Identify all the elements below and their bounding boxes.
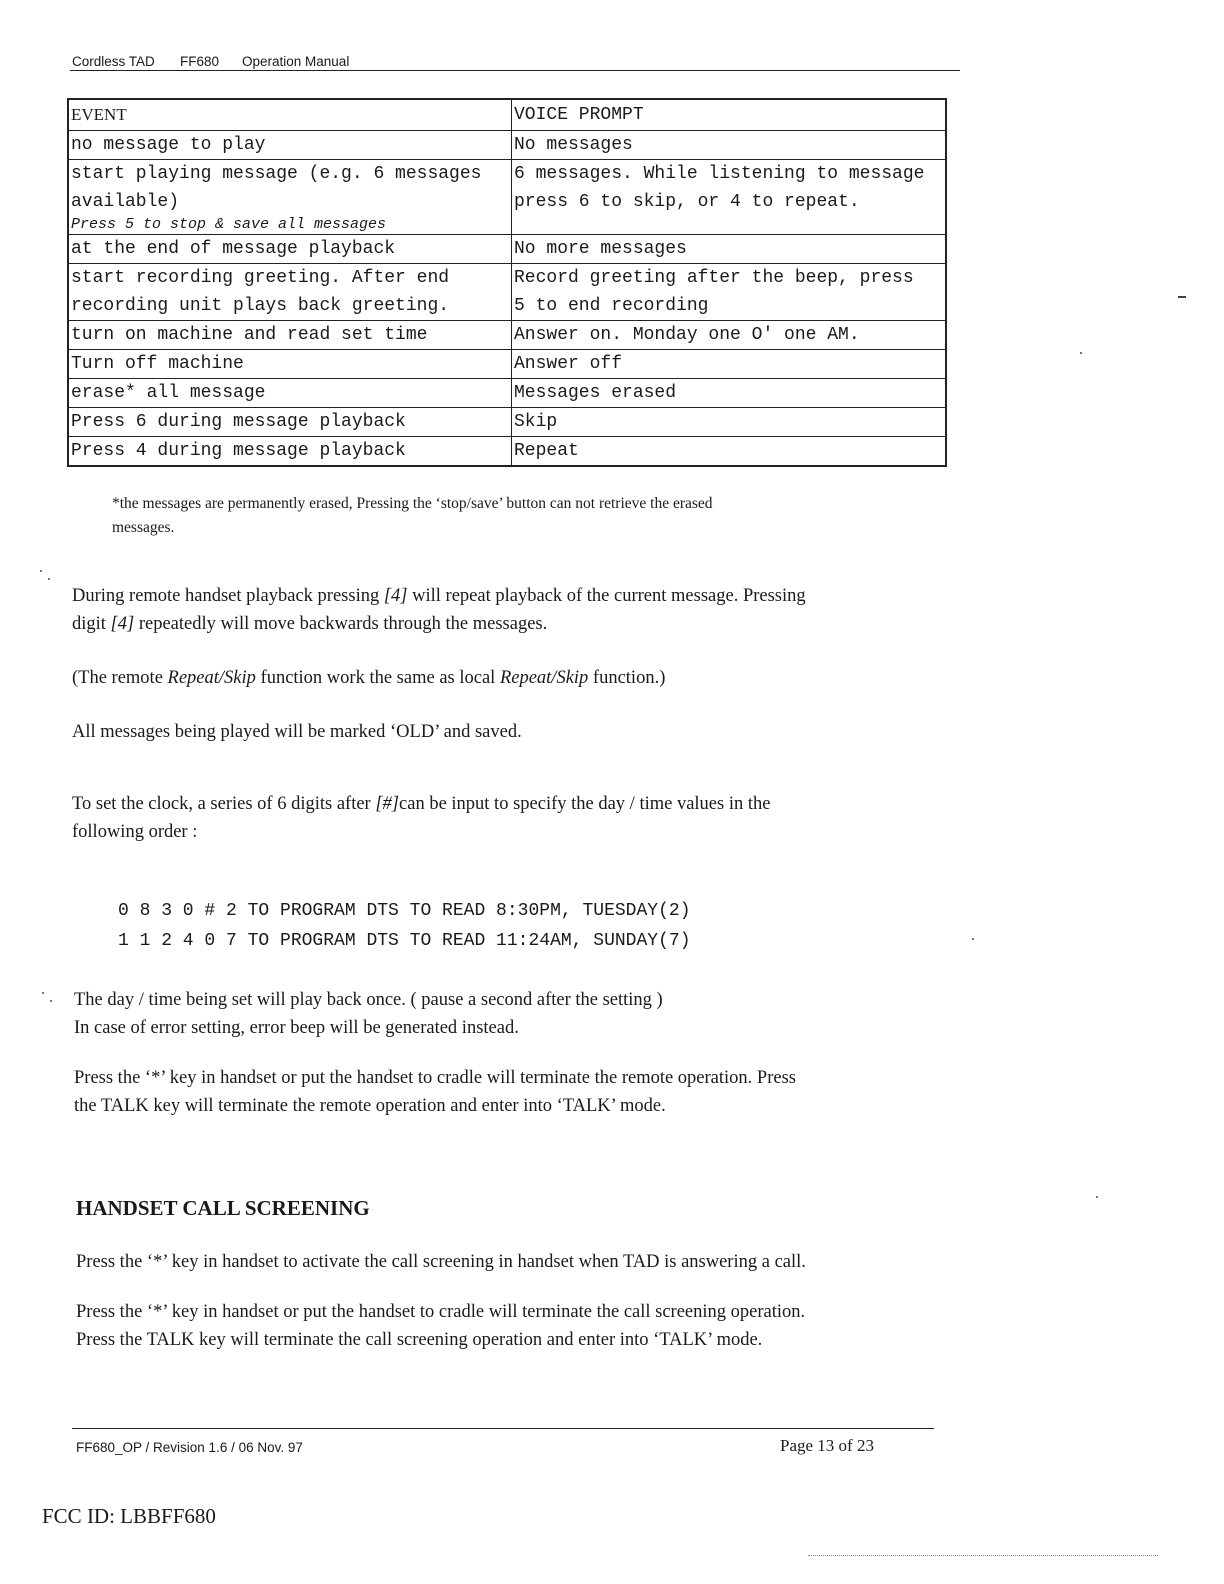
key-label: [4] (383, 586, 408, 606)
table-row (68, 160, 946, 235)
prompt-cell: Repeat (512, 437, 947, 467)
event-cell (68, 264, 512, 321)
event-line: recording unit plays back greeting. (71, 296, 450, 316)
scan-mark (1178, 296, 1186, 298)
prompt-cell: No messages (512, 131, 947, 160)
text-line: Press the ‘*’ key in handset or put the handset to cradle will terminate the remote operation. Press (74, 1068, 796, 1088)
prompt-cell: Answer on. Monday one O' one AM. (512, 321, 947, 350)
header-product: Cordless TAD (72, 54, 155, 69)
event-cell: Press 4 during message playback (68, 437, 512, 467)
function-name: Repeat/Skip (499, 668, 589, 688)
paragraph-playback-once (74, 986, 964, 1042)
scan-speck (50, 1000, 52, 1002)
table-header-row (68, 99, 946, 131)
event-line: available) (71, 192, 180, 212)
event-note: Press 5 to stop & save all messages (71, 216, 387, 233)
table-row (68, 437, 946, 467)
scan-speck (40, 570, 42, 572)
table-row (68, 131, 946, 160)
example-line: 0 8 3 0 # 2 TO PROGRAM DTS TO READ 8:30PM, TUESDAY(2) (118, 901, 691, 921)
prompt-cell: Answer off (512, 350, 947, 379)
clock-examples (118, 896, 691, 956)
function-name: Repeat/Skip (167, 668, 256, 688)
scan-speck (972, 938, 974, 940)
footer-revision: FF680_OP / Revision 1.6 / 06 Nov. 97 (76, 1440, 303, 1455)
event-cell: at the end of message playback (68, 235, 512, 264)
prompt-line: 5 to end recording (514, 296, 709, 316)
text-line (72, 582, 962, 610)
text-run: will repeat playback of the current message. Pressing (407, 586, 806, 606)
footer-divider (72, 1428, 934, 1429)
scan-speck (48, 578, 50, 580)
table-row (68, 235, 946, 264)
paragraph-remote-playback (72, 582, 962, 638)
table-row (68, 321, 946, 350)
event-cell: Turn off machine (68, 350, 512, 379)
prompt-line: Record greeting after the beep, press (514, 268, 914, 288)
prompt-line: press 6 to skip, or 4 to repeat. (514, 192, 860, 212)
header-doc: Operation Manual (242, 54, 350, 69)
example-line: 1 1 2 4 0 7 TO PROGRAM DTS TO READ 11:24AM, SUNDAY(7) (118, 931, 691, 951)
text-line: Press the TALK key will terminate the call screening operation and enter into ‘TALK’ mode. (76, 1330, 763, 1350)
event-cell: turn on machine and read set time (68, 321, 512, 350)
text-line: In case of error setting, error beep will be generated instead. (74, 1018, 519, 1038)
text-run: During remote handset playback pressing (72, 586, 384, 606)
event-line: start playing message (e.g. 6 messages (71, 164, 482, 184)
text-run: repeatedly will move backwards through the messages. (134, 614, 548, 634)
text-run: function.) (588, 668, 666, 688)
header-model: FF680 (180, 54, 220, 69)
footnote-line: messages. (112, 519, 175, 536)
table-footnote (112, 492, 912, 540)
text-line: The day / time being set will play back once. ( pause a second after the setting ) (74, 990, 663, 1010)
paragraph-repeat-skip (72, 664, 962, 692)
text-run: digit (72, 614, 111, 634)
footer-page-number: Page 13 of 23 (780, 1436, 874, 1455)
prompt-cell: No more messages (512, 235, 947, 264)
scan-speck (42, 992, 44, 994)
col-header-event: EVENT (68, 99, 512, 131)
text-line (72, 790, 962, 818)
paragraph-activate-screening: Press the ‘*’ key in handset to activate the call screening in handset when TAD is answering a call. (76, 1252, 806, 1272)
prompt-cell: Messages erased (512, 379, 947, 408)
event-cell: no message to play (68, 131, 512, 160)
paragraph-terminate-remote (74, 1064, 964, 1120)
scan-line (808, 1555, 1158, 1556)
col-header-prompt: VOICE PROMPT (512, 99, 947, 131)
fcc-id: FCC ID: LBBFF680 (42, 1504, 216, 1528)
prompt-cell (512, 264, 947, 321)
text-run: function work the same as local (255, 668, 500, 688)
text-line: Press the ‘*’ key in handset or put the handset to cradle will terminate the call screening operation. (76, 1302, 806, 1322)
event-cell: Press 6 during message playback (68, 408, 512, 437)
text-run: (The remote (72, 668, 168, 688)
paragraph-terminate-screening (76, 1298, 966, 1354)
event-cell (68, 160, 512, 235)
paragraph-set-clock (72, 790, 962, 846)
text-line: the TALK key will terminate the remote operation and enter into ‘TALK’ mode. (74, 1096, 666, 1116)
table-row (68, 379, 946, 408)
paragraph-old-messages: All messages being played will be marked ‘OLD’ and saved. (72, 722, 522, 742)
scan-speck (1096, 1196, 1098, 1198)
key-label: [#] (375, 794, 400, 814)
prompt-cell (512, 160, 947, 235)
event-line: start recording greeting. After end (71, 268, 450, 288)
text-run: can be input to specify the day / time values in the (399, 794, 771, 814)
event-cell: erase* all message (68, 379, 512, 408)
table-row (68, 264, 946, 321)
text-line (72, 610, 962, 638)
key-label: [4] (110, 614, 135, 634)
footnote-line: *the messages are permanently erased, Pressing the ‘stop/save’ button can not retrieve the erased (112, 495, 713, 512)
text-run: To set the clock, a series of 6 digits after (72, 794, 376, 814)
page-header (70, 52, 960, 71)
prompt-line: 6 messages. While listening to message (514, 164, 925, 184)
section-title: HANDSET CALL SCREENING (76, 1196, 370, 1220)
event-prompt-table (67, 98, 947, 467)
table-row (68, 350, 946, 379)
prompt-cell: Skip (512, 408, 947, 437)
text-line: following order : (72, 822, 198, 842)
table-row (68, 408, 946, 437)
scan-speck (1080, 352, 1082, 354)
